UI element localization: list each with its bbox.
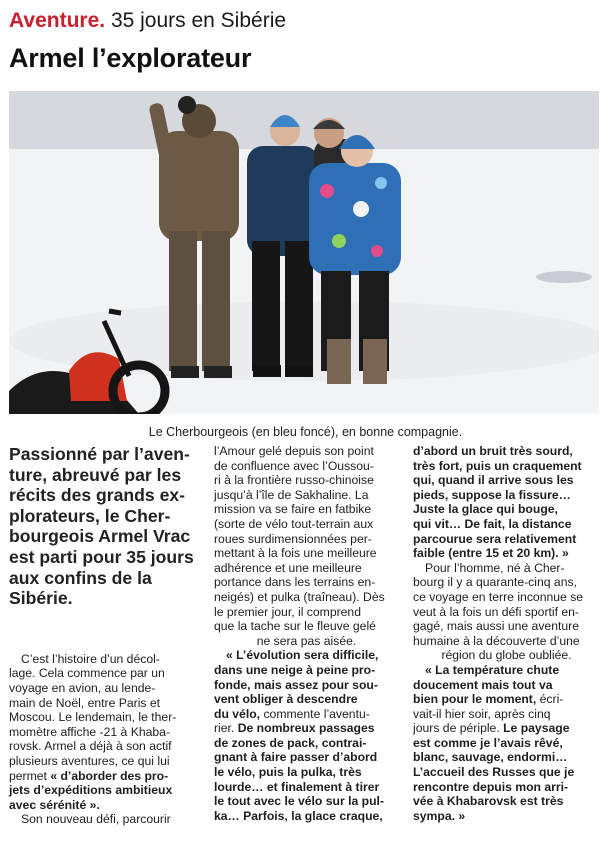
quote-line: fonde, mais assez pour sou- [214,677,378,692]
quote-line: sympa. » [413,808,466,823]
body-line: jusqu’à l’île de Sakhaline. La [214,487,369,502]
body-text: écri- [536,692,564,707]
quote-line: d’abord un bruit très sourd, [413,444,573,458]
lead-line: ture, abreuvé par les [9,464,182,485]
body-text: rier. [214,721,235,736]
body-line: que la tache sur le fleuve gelé [214,619,376,634]
body-line: main de Noël, entre Paris et [9,695,161,710]
quote-line: « La température chute [425,662,560,677]
kicker [9,8,286,34]
column-1 [9,444,199,827]
lead-line: aux confins de la [9,567,152,588]
quote-text: Le paysage [499,721,570,736]
body-line [9,769,199,784]
quote-text: « d’aborder des pro- [50,768,169,783]
body-line: l’Amour gelé depuis son point [214,444,374,458]
quote-line: lourde… et finalement à tirer [214,779,380,794]
quote-text: De nombreux passages [234,721,375,736]
article-lead [9,444,199,609]
kicker-subject: 35 jours en Sibérie [110,9,287,32]
quote-line: le vélo, puis la pulka, très [214,765,362,780]
body-line: bourg il y a quarante-cinq ans, [413,575,577,590]
body-line: mettant à la fois une meilleure [214,546,377,561]
body-line: portance dans les terrains en- [214,575,376,590]
quote-line: vent obliger à descendre [214,692,358,707]
quote-line: avec sérénité ». [9,797,100,812]
lead-line: plorateurs, le Cher- [9,505,171,526]
headline: Armel l’explorateur [9,43,252,73]
photo-caption: Le Cherbourgeois (en bleu foncé), en bonne compagnie. [148,425,463,439]
body-line: roues surdimensionnées per- [214,531,372,546]
sky [9,91,599,151]
quote-line: parcourue sera relativement [413,531,577,546]
quote-line: qui vit… De fait, la distance [413,516,572,531]
quote-line: vée à Khabarovsk est très [413,794,564,809]
ice-hole [536,271,592,283]
body-line: plusieurs aventures, ce qui lui [9,753,170,768]
body-line: gagé, mais aussi une aventure [413,619,579,634]
quote-line: très fort, puis un craquement [413,458,582,473]
quote-line: le tout avec le vélo sur la pul- [214,794,385,809]
quote-line: rencontre depuis mon arri- [413,779,569,794]
quote-text: bien pour le moment, [413,692,537,707]
body-line: Son nouveau défi, parcourir [21,812,171,827]
quote-line: L’accueil des Russes que je [413,765,575,780]
lead-line: est parti pour 35 jours [9,546,194,567]
quote-line: pieds, suppose la fissure… [413,487,571,502]
quote-line: dans une neige à peine pro- [214,662,376,677]
body-line [413,692,600,707]
body-line: région du globe oubliée. [441,648,572,663]
body-line [214,707,399,722]
column-3 [413,444,600,823]
body-line: mission va se faire en fatbike [214,502,372,517]
body-line: momètre affiche -21 à Khaba- [9,724,171,739]
body-line: neigés) et pulka (traîneau). Dès [214,589,385,604]
quote-line: Juste la glace qui bouge, [413,502,558,517]
quote-line: gnant à faire passer d’abord [214,750,378,765]
body-line: le premier jour, il comprend [214,604,361,619]
body-line: adhérence et une meilleure [214,560,362,575]
lead-line: récits des grands ex- [9,485,186,506]
body-line: voyage en avion, au lende- [9,680,156,695]
body-line: C’est l’histoire d’un décol- [21,651,160,666]
body-line: Pour l’homme, né à Cher- [425,560,565,575]
body-line: ne sera pas aisée. [256,633,357,648]
lead-line: Passionné par l’aven- [9,444,190,464]
quote-line: faible (entre 15 et 20 km). » [413,546,569,561]
body-line: vait-il hier soir, après cinq [413,706,551,721]
body-line: humaine à la découverte d’une [413,633,580,648]
body-line [413,721,600,736]
body-line: veut à la fois un défi sportif en- [413,604,579,619]
article-photo [9,91,599,414]
body-line: Moscou. Le lendemain, le ther- [9,710,177,725]
photo-scene [9,91,599,414]
lead-line: bourgeois Armel Vrac [9,526,191,547]
quote-line: doucement mais tout va [413,677,553,692]
body-text: jours de périple. [413,721,500,736]
body-line: ce voyage en terre inconnue se [413,589,584,604]
body-line: ri à la frontière russo-chinoise [214,473,374,488]
quote-line: blanc, sauvage, endormi… [413,750,568,765]
lead-line: Sibérie. [9,588,73,609]
quote-line: ka… Parfois, la glace craque, [214,808,383,823]
quote-line: qui, quand il arrive sous les [413,473,574,488]
kicker-section: Aventure. [9,9,106,32]
quote-line: jets d’expéditions ambitieux [9,783,173,798]
body-line: (sorte de vélo tout-terrain aux [214,516,374,531]
quote-line: « L’évolution sera difficile, [226,648,379,663]
quote-line: de zones de pack, contrai- [214,735,367,750]
quote-text: du vélo, [214,706,261,721]
body-line: de confluence avec l’Oussou- [214,458,374,473]
body-line: rovsk. Armel a déjà à son actif [9,739,172,754]
quote-line: est comme je l’avais rêvé, [413,735,563,750]
body-line [214,721,399,736]
body-line: lage. Cela commence par un [9,666,165,681]
body-text: commente l’aventu- [260,706,370,721]
column-2 [214,444,399,823]
body-text: permet [9,768,51,783]
